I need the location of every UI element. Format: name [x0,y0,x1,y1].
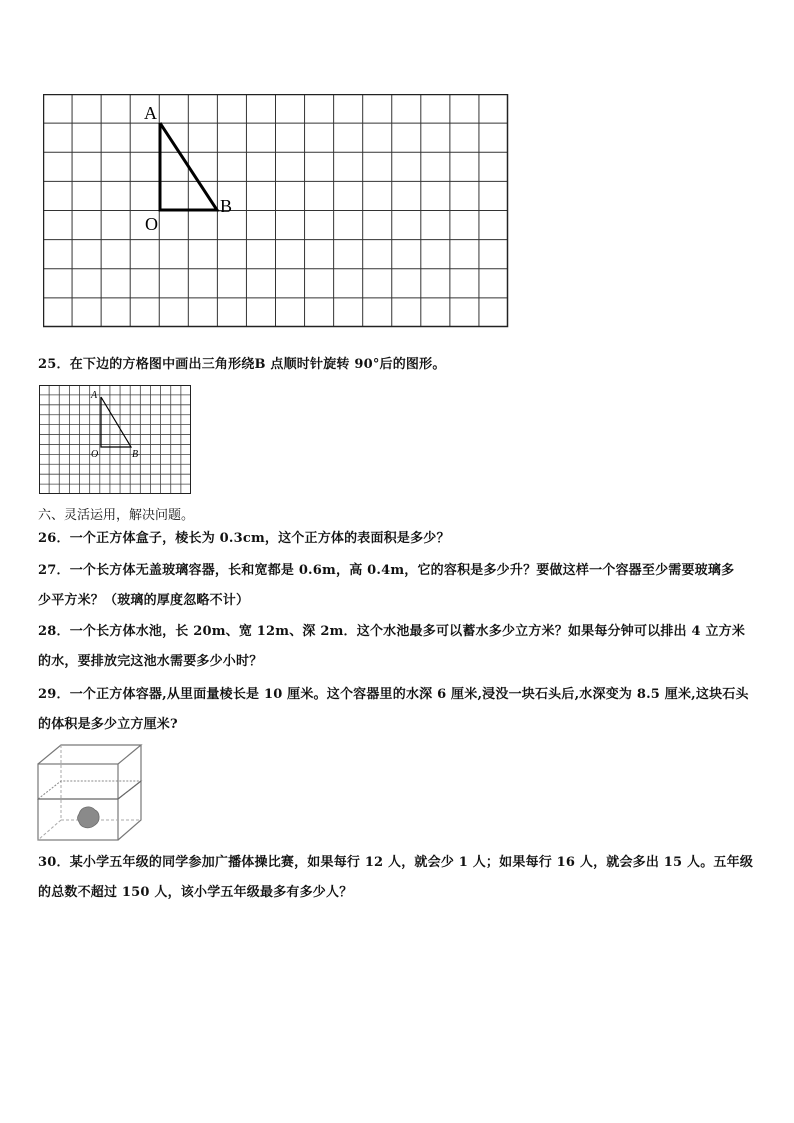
vertex-a-label: A [144,103,157,123]
question-27-line-2: 少平方米？（玻璃的厚度忽略不计） [38,593,250,608]
question-28 [38,617,758,677]
question-25 [38,350,758,380]
top-grid-svg [43,94,509,328]
small-grid-svg [39,385,192,495]
question-28-line-2: 的水，要排放完这池水需要多少小时？ [38,654,263,669]
small-vertex-o-label: O [91,449,99,460]
question-25-text: 25．在下边的方格图中画出三角形绕B 点顺时针旋转 90°后的图形。 [38,357,446,372]
question-29 [38,680,758,740]
question-26 [38,524,758,554]
section-6-title [38,504,194,523]
small-vertex-a-label: A [91,390,98,401]
small-vertex-b-label: B [132,449,139,460]
question-27-line-1: 27．一个长方体无盖玻璃容器，长和宽都是 0.6m，高 0.4m，它的容积是多少升？要做这样一个容器至少需要玻璃多 [38,563,735,578]
question-30-line-1: 30．某小学五年级的同学参加广播体操比赛，如果每行 12 人，就会少 1 人；如果每行 16 人，就会多出 15 人。五年级 [38,855,754,870]
cube-container-svg [37,744,143,842]
question-28-line-1: 28．一个长方体水池，长 20m、宽 12m、深 2m．这个水池最多可以蓄水多少立方米？如果每分钟可以排出 4 立方米 [38,624,746,639]
top-grid-figure [43,94,509,328]
question-26-text: 26．一个正方体盒子，棱长为 0.3cm，这个正方体的表面积是多少？ [38,531,450,546]
cube-container-figure [37,744,143,846]
small-grid-figure [39,385,192,495]
question-30-line-2: 的总数不超过 150 人，该小学五年级最多有多少人？ [38,885,353,900]
question-27 [38,556,758,616]
section-6-text: 六、灵活运用，解决问题。 [38,508,195,523]
stone-shape [78,807,100,828]
question-30 [38,848,758,908]
question-29-line-1: 29．一个正方体容器,从里面量棱长是 10 厘米。这个容器里的水深 6 厘米,浸没一块石头后,水深变为 8.5 厘米,这块石头 [38,687,749,702]
question-29-line-2: 的体积是多少立方厘米? [38,717,178,732]
vertex-o-label: O [145,214,158,234]
vertex-b-label: B [220,196,233,216]
water-surface [38,781,141,799]
